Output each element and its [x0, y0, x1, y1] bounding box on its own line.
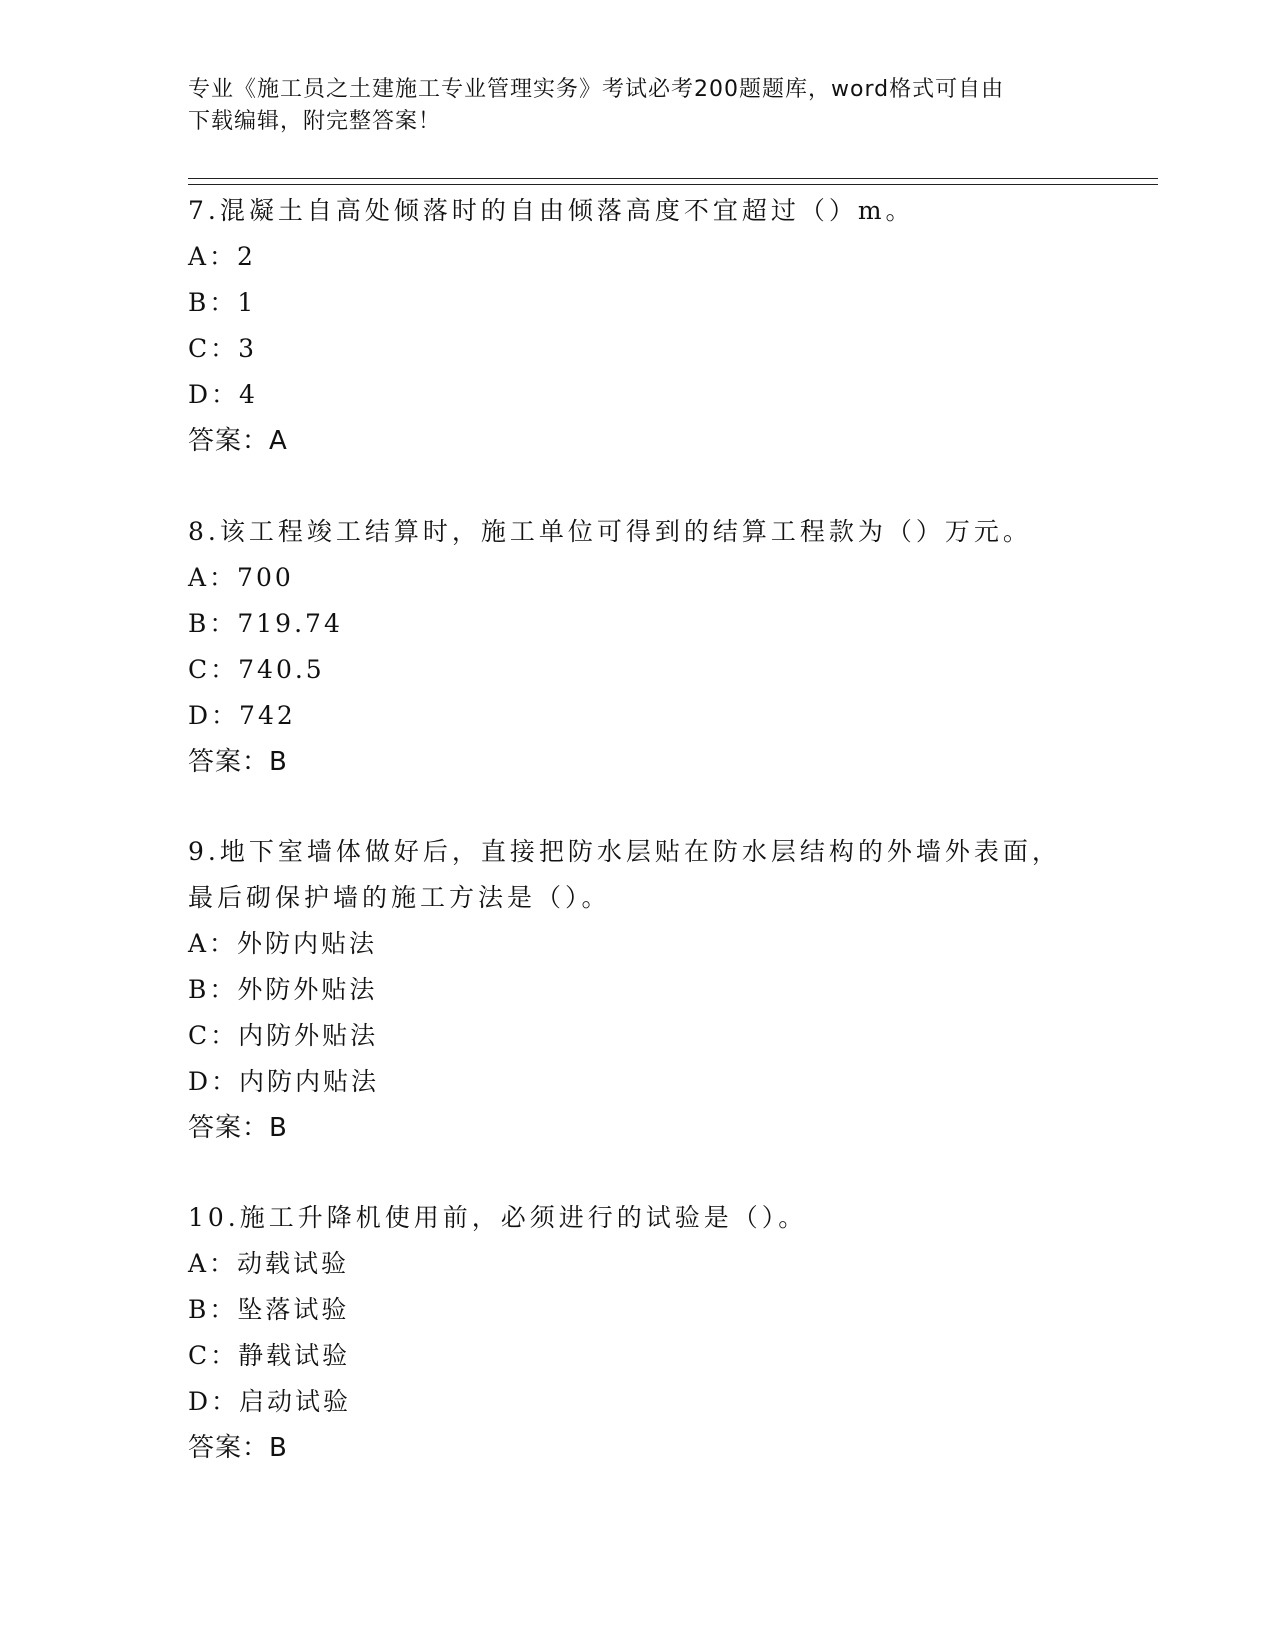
- question-text: 8.该工程竣工结算时，施工单位可得到的结算工程款为（）万元。: [188, 517, 1032, 546]
- question-text: 10.施工升降机使用前，必须进行的试验是（）。: [188, 1203, 808, 1232]
- option-c: C：740.5: [188, 655, 325, 684]
- question-text-line-1: 9.地下室墙体做好后，直接把防水层贴在防水层结构的外墙外表面，: [188, 837, 1061, 866]
- option-a: A：外防内贴法: [188, 929, 378, 958]
- document-header: [188, 74, 1088, 138]
- answer: 答案：A: [188, 426, 288, 456]
- answer: 答案：B: [188, 747, 288, 777]
- option-b: B：坠落试验: [188, 1295, 350, 1324]
- question-text: 7.混凝土自高处倾落时的自由倾落高度不宜超过（）m。: [188, 196, 915, 225]
- option-b: B：外防外贴法: [188, 975, 378, 1004]
- option-a: A：2: [188, 242, 256, 271]
- answer: 答案：B: [188, 1433, 288, 1463]
- option-b: B：719.74: [188, 609, 343, 638]
- header-line-2: 下载编辑，附完整答案！: [188, 109, 442, 134]
- question-7: [188, 188, 1148, 464]
- question-10: [188, 1195, 1148, 1471]
- option-d: D：4: [188, 380, 258, 409]
- option-d: D：内防内贴法: [188, 1067, 380, 1096]
- option-a: A：700: [188, 563, 294, 592]
- option-b: B：1: [188, 288, 257, 317]
- option-a: A：动载试验: [188, 1249, 350, 1278]
- header-line-1: 专业《施工员之土建施工专业管理实务》考试必考200题题库，word格式可自由: [188, 77, 1005, 102]
- question-8: [188, 509, 1148, 785]
- option-d: D：启动试验: [188, 1387, 352, 1416]
- question-9: [188, 829, 1148, 1151]
- answer: 答案：B: [188, 1113, 288, 1143]
- header-divider: [188, 178, 1158, 185]
- option-c: C：静载试验: [188, 1341, 351, 1370]
- option-c: C：3: [188, 334, 258, 363]
- question-text-line-2: 最后砌保护墙的施工方法是（）。: [188, 883, 611, 912]
- option-d: D：742: [188, 701, 296, 730]
- option-c: C：内防外贴法: [188, 1021, 379, 1050]
